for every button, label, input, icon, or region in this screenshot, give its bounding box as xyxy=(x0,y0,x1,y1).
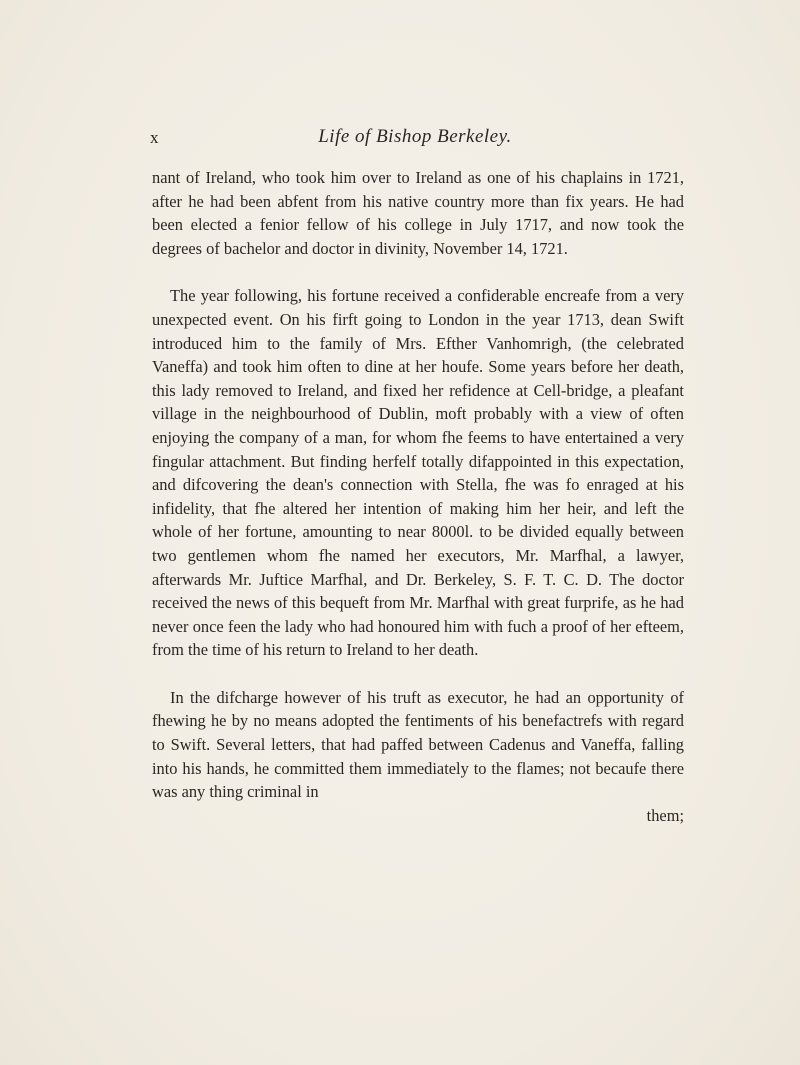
page-number: x xyxy=(150,128,160,147)
running-title: Life of Bishop Berkeley. xyxy=(318,126,512,147)
paragraph-3: In the difcharge however of his truft as executor, he had an opportunity of fhewing he by no means adopted the fentiments of his benefactrefs with regard to Swift. Several letters, that had paffed between Cadenus and Vaneffa, falling into his hands, he committed them immediately to the flames; not becaufe there was any thing criminal in xyxy=(152,687,684,802)
paragraph-1: nant of Ireland, who took him over to Ireland as one of his chaplains in 1721, after he had been abfent from his native country more than fix years. He had been elected a fenior fellow of his college in July 1717, and now took the degrees of bachelor and doctor in divinity, November 14, 1721. xyxy=(152,168,684,258)
running-head xyxy=(150,128,680,154)
paragraph-2: The year following, his fortune received a confiderable encreafe from a very unexpected event. On his firft going to London in the year 1713, dean Swift introduced him to the family of Mrs. Efther Vanhomrigh, (the celebrated Vaneffa) and took him often to dine at her houfe. Some years before her death, this lady removed to Ireland, and fixed her refidence at Cell-bridge, a pleafant village in the neighbourhood of Dublin, moft probably with a view of often enjoying the company of a man, for whom fhe feems to have entertained a very fingular attachment. But finding herfelf totally difappointed in this expectation, and difcovering the dean's connection with Stella, fhe was fo enraged at his infidelity, that fhe altered her intention of making him her heir, and left the whole of her fortune, amounting to near 8000l. to be divided equally between two gentlemen whom fhe named her executors, Mr. Marfhal, a lawyer, afterwards Mr. Juftice Marfhal, and Dr. Berkeley, S. F. T. C. D. The doctor received the news of this bequeft from Mr. Marfhal with great furprife, as he had never once feen the lady who had honoured him with fuch a proof of her efteem, from the time of his return to Ireland to her death. xyxy=(152,286,684,660)
body-text xyxy=(152,166,684,827)
catchword: them; xyxy=(646,805,684,825)
